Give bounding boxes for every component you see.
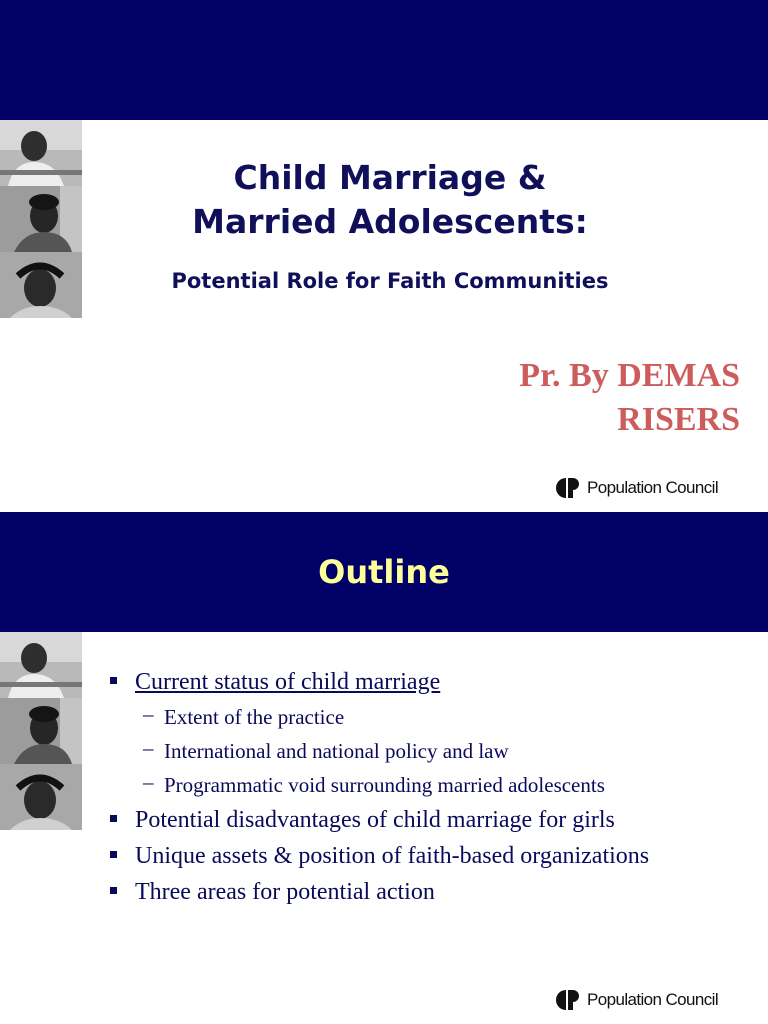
outline-subitem — [106, 734, 746, 768]
outline-item — [106, 802, 746, 838]
photo-woman-sitting — [0, 120, 82, 186]
outline-item — [106, 838, 746, 874]
outline-slide — [0, 512, 768, 1024]
outline-subitem-text: Extent of the practice — [164, 705, 345, 729]
slide-subtitle: Potential Role for Faith Communities — [171, 269, 609, 293]
population-council-logo-icon — [555, 476, 579, 500]
population-council-logo — [555, 988, 718, 1012]
logo-text: Population Council — [587, 478, 718, 497]
outline-subitem-text: International and national policy and law — [164, 739, 509, 763]
outline-list — [106, 664, 746, 910]
outline-subitem-text: Programmatic void surrounding married adolescents — [164, 773, 605, 797]
header-band — [0, 0, 768, 120]
outline-subitem — [106, 768, 746, 802]
outline-title: Outline — [318, 553, 450, 591]
outline-item-text: Three areas for potential action — [135, 879, 435, 905]
presenter-line-2: RISERS — [617, 401, 740, 438]
photo-young-woman — [0, 186, 82, 252]
photo-girl — [0, 764, 82, 830]
population-council-logo — [555, 476, 718, 500]
photo-girl — [0, 252, 82, 318]
photo-young-woman — [0, 698, 82, 764]
logo-text: Population Council — [587, 990, 718, 1009]
title-line-2: Married Adolescents: — [192, 202, 588, 241]
outline-item-link[interactable]: Current status of child marriage — [135, 669, 441, 695]
presenter-credit — [340, 354, 740, 442]
title-line-1: Child Marriage & — [233, 158, 547, 197]
presenter-line-1: Pr. By DEMAS — [519, 357, 740, 394]
dash-marker: – — [143, 770, 154, 794]
outline-item[interactable] — [106, 664, 746, 700]
population-council-logo-icon — [555, 988, 579, 1012]
dash-marker: – — [143, 702, 154, 726]
slide-title — [90, 156, 690, 244]
dash-marker: – — [143, 736, 154, 760]
outline-subitem — [106, 700, 746, 734]
outline-item-text: Potential disadvantages of child marriage for girls — [135, 807, 615, 833]
outline-item-text: Unique assets & position of faith-based organizations — [135, 843, 650, 869]
outline-item — [106, 874, 746, 910]
photo-woman-sitting — [0, 632, 82, 698]
